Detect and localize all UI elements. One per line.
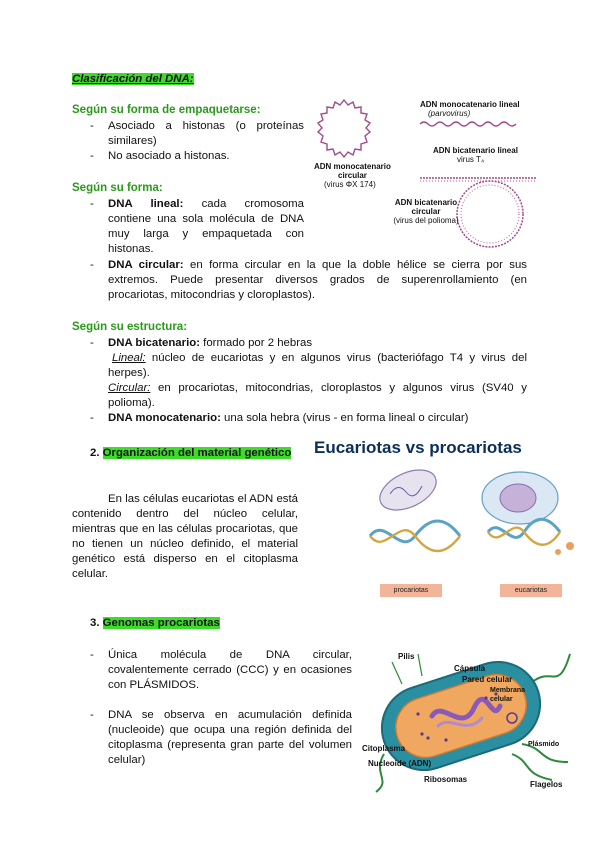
label-pared: Pared celular — [462, 675, 513, 684]
euk-prok-figure — [360, 466, 586, 594]
bacterium-figure — [362, 644, 574, 794]
list-shape — [72, 197, 304, 257]
ss-circular-dna — [318, 100, 370, 157]
helix-left — [370, 521, 460, 542]
dna-forms-figure: ADN monocatenario lineal (parvovirus) ADN bicatenario lineal virus T₄ ADN monocatenario circular (virus ΦX 174) ADN bicatenario circular (virus del polioma) — [308, 84, 540, 254]
tag-eucariotas: eucariotas — [500, 584, 562, 597]
label-flagelos: Flagelos — [530, 780, 563, 789]
list-item-bicatenario: - DNA bicatenario: formado por 2 hebras Lineal: núcleo de eucariotas y en algunos virus (bacteriófago T4 y virus del herpes). Circular: en procariotas, mitocondrias, cloroplastos y algunos virus (SV40 y polioma). — [72, 336, 527, 411]
list-item-circular: - DNA circular: en forma circular en la que la doble hélice se cierra por sus extremos. Puede presentar diversos grados de superenrollamiento (en procariotas, mitocondrias y cloroplastos). — [72, 258, 527, 303]
list-structure — [72, 336, 527, 426]
ss-linear-dna — [420, 122, 516, 126]
label-bica-lineal: ADN bicatenario lineal — [433, 146, 518, 155]
euk-prok-diagram — [360, 466, 586, 580]
label-mono-lineal-sub: (parvovirus) — [428, 109, 471, 118]
tag-procariotas: procariotas — [380, 584, 442, 597]
list-item-linear: - DNA lineal: cada cromosoma contiene una sola molécula de DNA muy larga y empaquetada con histonas. — [72, 197, 304, 257]
list-item: - DNA se observa en acumulación definida (nucleoide) que ocupa una región definida del citoplasma (representa gran parte del volumen celular) — [72, 708, 352, 768]
list-item: - Asociado a histonas (o proteínas similares) — [72, 119, 304, 149]
label-citoplasma: Citoplasma — [362, 744, 406, 753]
ds-circular-dna-inner — [461, 185, 519, 243]
label-plasmido: Plásmido — [528, 741, 560, 748]
helix-right-b — [488, 528, 560, 545]
heading-structure: Según su estructura: — [72, 321, 188, 333]
flagellum — [530, 654, 570, 684]
label-mono-lineal: ADN monocatenario lineal — [420, 100, 520, 109]
label-membrana: Membrana celular — [490, 687, 526, 703]
heading-shape: Según su forma: — [72, 182, 163, 194]
prokaryote-cell — [374, 466, 443, 518]
eukaryote-nucleus — [500, 484, 536, 512]
label-pilis: Pilis — [398, 652, 415, 661]
label-ribosomas: Ribosomas — [424, 775, 468, 784]
label-nucleoide: Nucleoide (ADN) — [368, 759, 432, 768]
euk-prok-title: Eucariotas vs procariotas — [314, 438, 522, 457]
list-item: - Única molécula de DNA circular, covalentemente cerrado (CCC) y en ocasiones con PLÁSMIDOS. — [72, 648, 352, 693]
list-genomas — [72, 648, 352, 768]
label-mono-circ: ADN monocatenario — [314, 162, 391, 171]
heading-packaging: Según su forma de empaquetarse: — [72, 104, 261, 116]
list-shape-circular — [72, 258, 527, 303]
label-bica-circ: ADN bicatenario — [394, 198, 458, 207]
ds-circular-dna-outer — [457, 181, 523, 247]
section2-heading: 2. Organización del material genético — [90, 447, 292, 459]
label-capsula: Cápsula — [454, 664, 486, 673]
page-title: Clasificación del DNA: — [72, 73, 194, 85]
list-packaging — [72, 119, 304, 164]
list-item: - No asociado a histonas. — [72, 149, 304, 164]
section3-heading: 3. Genomas procariotas — [90, 617, 220, 629]
section2-paragraph: En las células eucariotas el ADN está contenido dentro del núcleo celular, mientras que en las células procariotas, que no tienen un núcleo definido, el material genético está disperso en el citoplasma celular. — [72, 493, 298, 580]
label-bica-lineal-sub: virus T₄ — [457, 155, 485, 164]
helix-left-b — [370, 530, 460, 551]
list-item-monocatenario: - DNA monocatenario: una sola hebra (virus - en forma lineal o circular) — [72, 411, 527, 426]
